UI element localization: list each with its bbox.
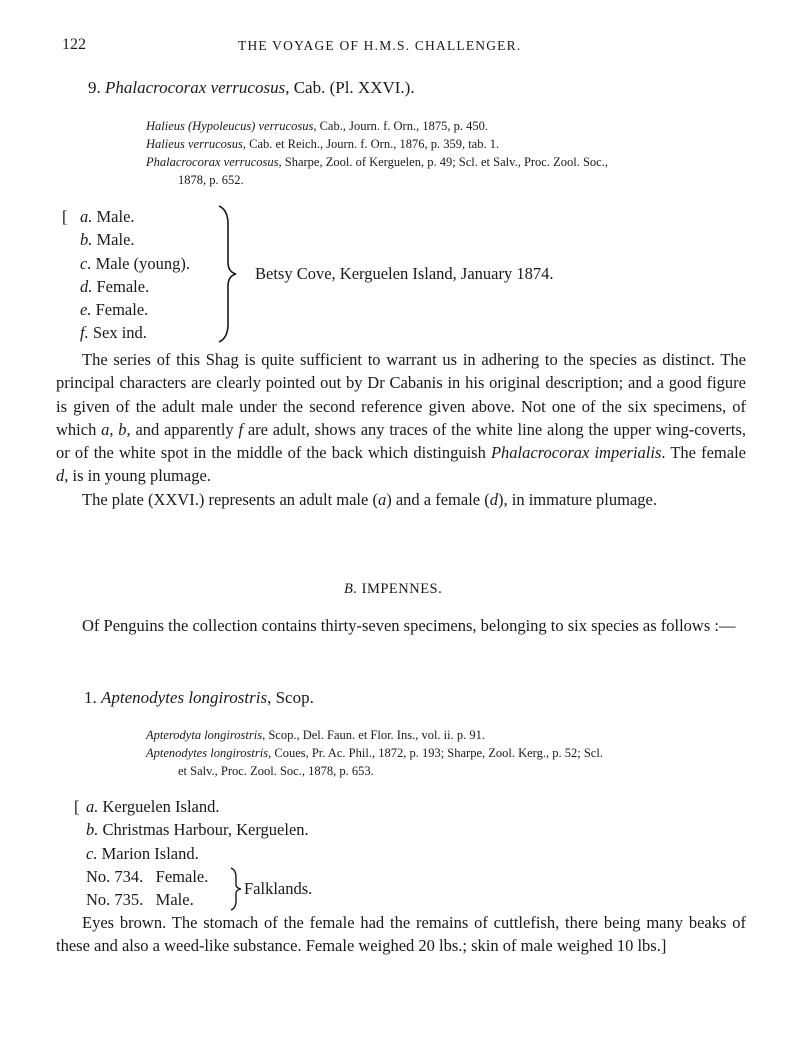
- discussion-paragraph: The series of this Shag is quite sufficient to warrant us in adhering to the species as distinct. The principal characters are clearly pointed out by Dr Cabanis in his original description; and a good figure is given of the adult male under the second reference given above. Not one of the six specimens, of which a, b, and apparently f are adult, shows any traces of the white line along the upper wing-coverts, or of the white spot in the middle of the back which distinguish Phalacrocorax imperialis. The female d, is in young plumage.: [56, 350, 747, 486]
- species-9-reference: Phalacrocorax verrucosus, Sharpe, Zool. of Kerguelen, p. 49; Scl. et Salv., Proc. Zool. Soc.,: [146, 155, 608, 169]
- specimen-item: c. Marion Island.: [86, 843, 199, 863]
- running-title: THE VOYAGE OF H.M.S. CHALLENGER.: [238, 38, 522, 53]
- specimen-locality: Betsy Cove, Kerguelen Island, January 1874.: [255, 264, 554, 283]
- species-1-number: 1.: [84, 688, 97, 707]
- specimen-item: a. Male.: [80, 207, 135, 226]
- specimen-item: f. Sex ind.: [80, 323, 147, 343]
- section-intro: Of Penguins the collection contains thirty-seven specimens, belonging to six species as follows :—: [82, 616, 736, 635]
- specimen-item: e. Female.: [80, 300, 149, 320]
- species-9-heading: [88, 78, 415, 98]
- species-9-reference: Halieus (Hypoleucus) verrucosus, Cab., Journ. f. Orn., 1875, p. 450.: [146, 119, 488, 133]
- species-9-authority: , Cab. (Pl. XXVI.).: [285, 78, 415, 97]
- numbered-specimen: No. 734. Female.: [86, 867, 209, 886]
- species-9-reference: 1878, p. 652.: [178, 173, 244, 187]
- species-9-discussion: [56, 348, 746, 511]
- species-1-authority: , Scop.: [267, 688, 314, 707]
- section-letter: B.: [344, 581, 358, 597]
- species-1-name: Aptenodytes longirostris: [101, 688, 268, 707]
- species-1-heading: [84, 688, 314, 708]
- specimen-item: b. Christmas Harbour, Kerguelen.: [86, 820, 309, 840]
- section-title: IMPENNES.: [357, 581, 443, 597]
- species-9-number: 9.: [88, 78, 101, 97]
- species-1-reference: Apterodyta longirostris, Scop., Del. Faun. et Flor. Ins., vol. ii. p. 91.: [146, 728, 486, 742]
- numbered-specimen-list: [86, 865, 218, 912]
- section-heading: [344, 581, 442, 598]
- specimen-list: [86, 795, 309, 865]
- species-1-reference: Aptenodytes longirostris, Coues, Pr. Ac. Phil., 1872, p. 193; Sharpe, Zool. Kerg., p. 52; Scl.: [146, 746, 603, 760]
- species-9-reference: Halieus verrucosus, Cab. et Reich., Journ. f. Orn., 1876, p. 359, tab. 1.: [146, 137, 500, 151]
- numbered-specimen: No. 735. Male.: [86, 890, 194, 910]
- specimen-item: c. Male (young).: [80, 253, 190, 273]
- specimen-item: b. Male.: [80, 230, 135, 250]
- specimen-item: a. Kerguelen Island.: [86, 797, 220, 816]
- plate-paragraph: The plate (XXVI.) represents an adult male (a) and a female (d), in immature plumage.: [82, 489, 657, 509]
- species-1-reference: et Salv., Proc. Zool. Soc., 1878, p. 653.: [178, 764, 374, 778]
- species-1-note: Eyes brown. The stomach of the female had the remains of cuttlefish, there being many beaks of these and also a weed-like substance. Female weighed 20 lbs.; skin of male weighed 10 lbs.]: [56, 913, 746, 956]
- numbered-locality: Falklands.: [244, 879, 313, 898]
- specimen-item: d. Female.: [80, 276, 150, 296]
- specimen-open-bracket: [: [74, 797, 80, 816]
- page-number: 122: [62, 36, 86, 53]
- curly-brace-icon: [216, 204, 240, 344]
- specimen-list: [80, 205, 190, 345]
- curly-brace-icon: [229, 867, 243, 911]
- species-9-name: Phalacrocorax verrucosus: [105, 78, 286, 97]
- specimen-open-bracket: [: [62, 207, 68, 226]
